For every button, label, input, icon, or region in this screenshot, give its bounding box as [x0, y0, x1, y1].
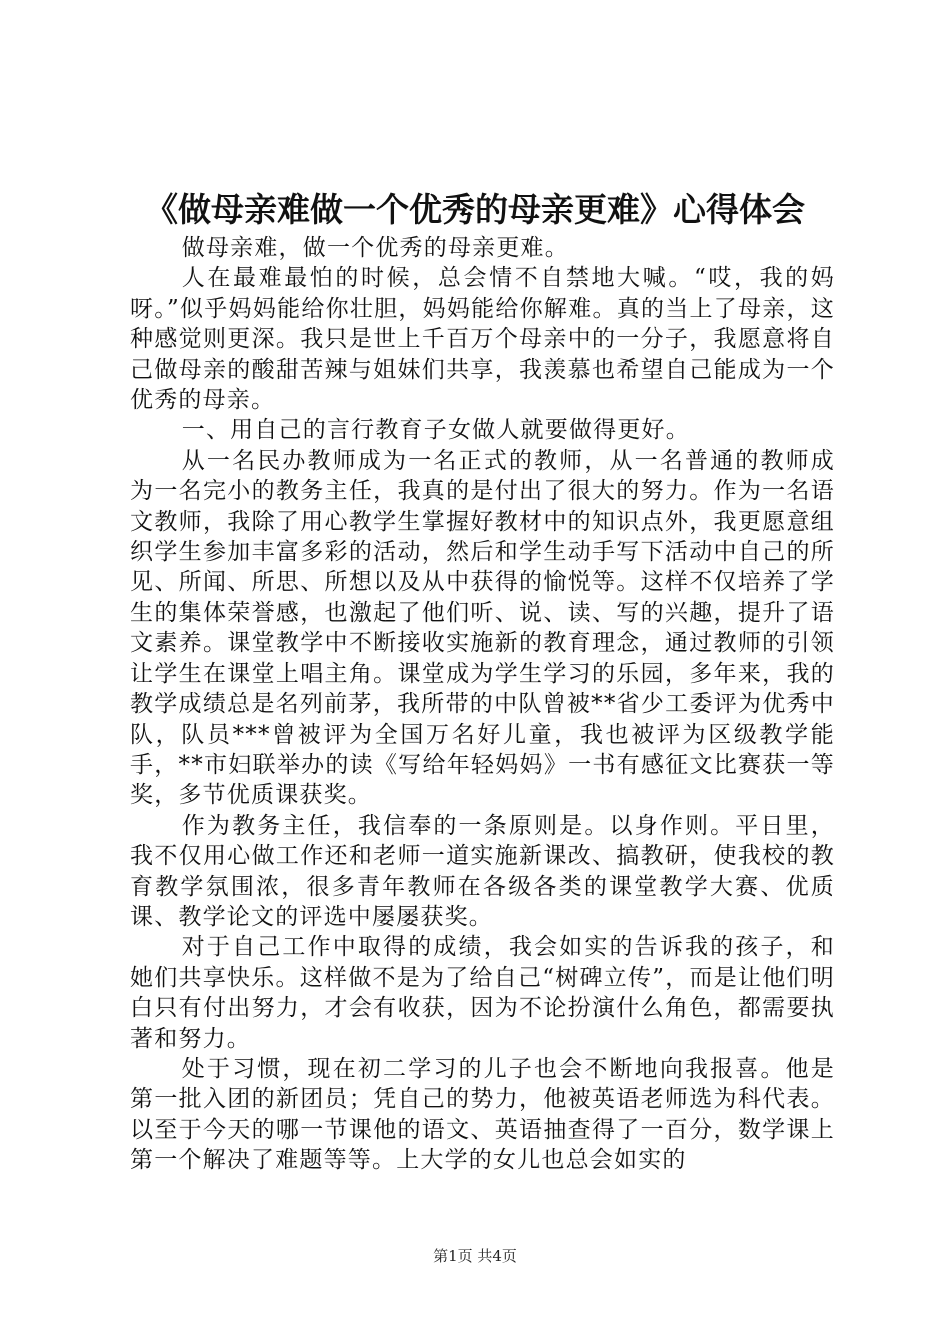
paragraph-academic-director: 作为教务主任，我信奉的一条原则是。以身作则。平日里，我不仅用心做工作还和老师一道实施新课改、搞教研，使我校的教育教学氛围浓，很多青年教师在各级各类的课堂教学大赛、优质课、教学论文的评选中屡屡获奖。: [130, 812, 835, 930]
document-title: 《做母亲难做一个优秀的母亲更难》心得体会: [145, 190, 805, 229]
paragraph-mother-feeling: 人在最难最怕的时候，总会情不自禁地大喊。“哎，我的妈呀。”似乎妈妈能给你壮胆，妈妈能给你解难。真的当上了母亲，这种感觉则更深。我只是世上千百万个母亲中的一分子，我愿意将自己做母亲的酸甜苦辣与姐妹们共享，我羡慕也希望自己能成为一个优秀的母亲。: [130, 265, 835, 414]
paragraph-children-habits: 处于习惯，现在初二学习的儿子也会不断地向我报喜。他是第一批入团的新团员；凭自己的势力，他被英语老师选为科代表。以至于今天的哪一节课他的语文、英语抽查得了一百分，数学课上第一个解决了难题等等。上大学的女儿也总会如实的: [130, 1055, 835, 1174]
paragraph-share-achievements: 对于自己工作中取得的成绩，我会如实的告诉我的孩子，和她们共享快乐。这样做不是为了给自己“树碑立传”，而是让他们明白只有付出努力，才会有收获，因为不论扮演什么角色，都需要执著和努力。: [130, 934, 835, 1052]
paragraph-teaching-career: 从一名民办教师成为一名正式的教师，从一名普通的教师成为一名完小的教务主任，我真的是付出了很大的努力。作为一名语文教师，我除了用心教学生掌握好教材中的知识点外，我更愿意组织学生参加丰富多彩的活动，然后和学生动手写下活动中自己的所见、所闻、所思、所想以及从中获得的愉悦等。这样不仅培养了学生的集体荣誉感，也激起了他们听、说、读、写的兴趣，提升了语文素养。课堂教学中不断接收实施新的教育理念，通过教师的引领让学生在课堂上唱主角。课堂成为学生学习的乐园，多年来，我的教学成绩总是名列前茅，我所带的中队曾被**省少工委评为优秀中队，队员***曾被评为全国万名好儿童，我也被评为区级教学能手，**市妇联举办的读《写给年轻妈妈》一书有感征文比赛获一等奖，多节优质课获奖。: [130, 447, 835, 809]
section-heading-1: 一、用自己的言行教育子女做人就要做得更好。: [181, 417, 690, 444]
paragraph-intro: 做母亲难，做一个优秀的母亲更难。: [181, 235, 569, 261]
document-body: [130, 233, 835, 1176]
page-footer: 第1页 共4页: [433, 1247, 517, 1265]
